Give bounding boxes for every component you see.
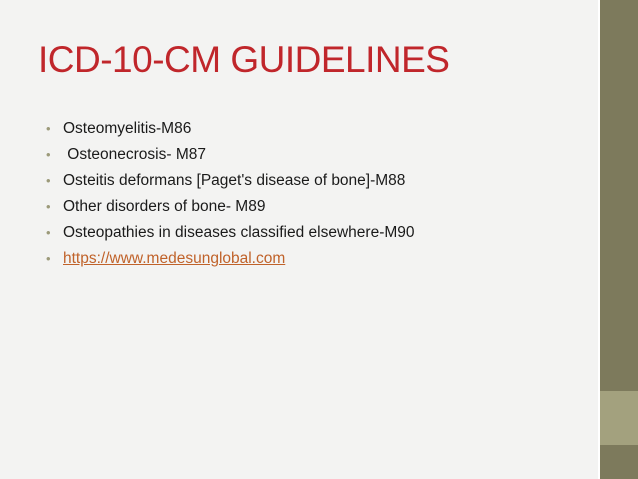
bullet-item <box>46 116 415 142</box>
bullet-text: Other disorders of bone- M89 <box>63 198 266 215</box>
bullet-text: Osteonecrosis- M87 <box>63 146 206 163</box>
bullet-text: Osteomyelitis-M86 <box>63 120 192 137</box>
bullet-item <box>46 246 415 272</box>
side-accent-block <box>600 391 638 445</box>
bullet-icon: • <box>46 225 51 240</box>
bullet-item <box>46 220 415 246</box>
slide-title: ICD-10-CM GUIDELINES <box>38 39 450 80</box>
bullet-list <box>46 116 415 272</box>
bullet-icon: • <box>46 199 51 214</box>
bullet-text: Osteitis deformans [Paget's disease of bone]-M88 <box>63 172 406 189</box>
bullet-icon: • <box>46 251 51 266</box>
bullet-item <box>46 194 415 220</box>
bullet-icon: • <box>46 147 51 162</box>
bullet-icon: • <box>46 121 51 136</box>
bullet-item <box>46 142 415 168</box>
website-link[interactable]: https://www.medesunglobal.com <box>63 250 286 267</box>
bullet-item <box>46 168 415 194</box>
bullet-icon: • <box>46 173 51 188</box>
bullet-text: Osteopathies in diseases classified elsewhere-M90 <box>63 224 415 241</box>
